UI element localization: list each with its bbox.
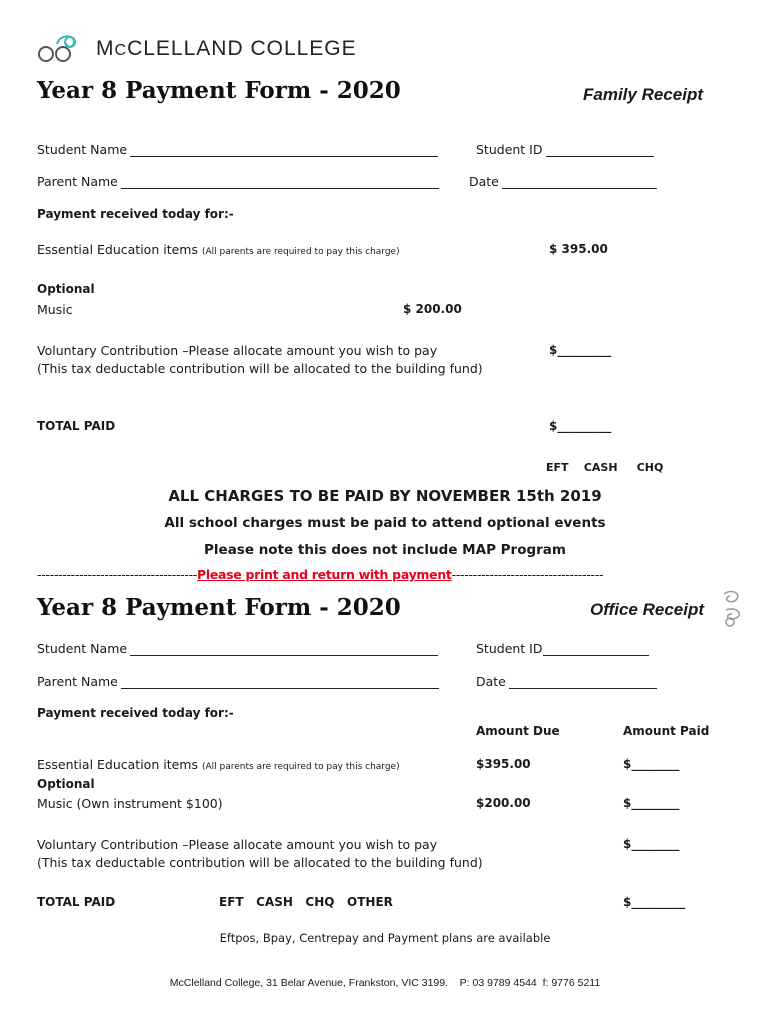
cut-line xyxy=(37,567,603,582)
family-receipt-label: Family Receipt xyxy=(583,85,703,104)
office-optional-heading: Optional xyxy=(37,777,95,791)
office-total-paid-label: TOTAL PAID xyxy=(37,895,116,909)
college-logo-icon xyxy=(36,30,90,64)
family-parent-name-field[interactable] xyxy=(37,174,439,189)
office-essential-paid-field[interactable]: $________ xyxy=(623,757,680,771)
office-payment-methods: EFT CASH CHQ OTHER xyxy=(219,895,393,909)
cut-line-left: -------------------------------------- xyxy=(37,567,197,582)
family-music-amount: $ 200.00 xyxy=(403,302,462,316)
cut-line-right: ------------------------------------ xyxy=(451,567,604,582)
family-student-id-field[interactable] xyxy=(476,142,654,157)
office-music-paid-field[interactable]: $________ xyxy=(623,796,680,810)
office-form-title: Year 8 Payment Form - 2020 xyxy=(37,594,401,621)
family-total-paid-label: TOTAL PAID xyxy=(37,419,116,433)
print-return-notice: Please print and return with payment xyxy=(197,567,452,582)
family-student-name-field[interactable] xyxy=(37,142,438,157)
parent-name-label: Parent Name xyxy=(37,174,118,189)
family-voluntary-amount-field[interactable]: $_________ xyxy=(549,343,612,357)
date-label: Date xyxy=(469,174,499,189)
office-receipt-label: Office Receipt xyxy=(590,600,705,619)
family-form-title: Year 8 Payment Form - 2020 xyxy=(37,77,401,104)
amount-paid-header: Amount Paid xyxy=(623,724,710,738)
office-student-id-field[interactable] xyxy=(476,641,649,656)
map-program-notice: Please note this does not include MAP Program xyxy=(204,542,566,558)
office-date-field[interactable] xyxy=(476,674,657,689)
family-total-paid-field[interactable]: $_________ xyxy=(549,419,612,433)
charges-deadline-notice: ALL CHARGES TO BE PAID BY NOVEMBER 15th 2019 xyxy=(168,487,602,505)
family-voluntary-note: (This tax deductable contribution will be allocated to the building fund) xyxy=(37,361,483,376)
college-name: MCCLELLAND COLLEGE xyxy=(96,37,357,60)
office-total-paid-field[interactable]: $_________ xyxy=(623,895,686,909)
family-essential-amount: $ 395.00 xyxy=(549,242,608,256)
student-name-label: Student Name xyxy=(37,641,128,656)
student-name-label: Student Name xyxy=(37,142,128,157)
payment-plans-note: Eftpos, Bpay, Centrepay and Payment plans are available xyxy=(219,931,551,945)
office-student-name-field[interactable] xyxy=(37,641,438,656)
essential-note: (All parents are required to pay this charge) xyxy=(201,762,400,772)
office-parent-name-field[interactable] xyxy=(37,674,439,689)
office-voluntary-note: (This tax deductable contribution will be allocated to the building fund) xyxy=(37,855,483,870)
office-essential-due: $395.00 xyxy=(476,757,531,771)
essential-label: Essential Education items xyxy=(37,757,198,772)
family-music-label: Music xyxy=(37,302,73,317)
essential-label: Essential Education items xyxy=(37,242,198,257)
parent-name-label: Parent Name xyxy=(37,674,118,689)
student-id-label: Student ID xyxy=(476,142,543,157)
office-payment-for-heading: Payment received today for:- xyxy=(37,706,234,720)
family-payment-methods: EFT CASH CHQ xyxy=(546,461,664,474)
family-optional-heading: Optional xyxy=(37,282,95,296)
family-payment-for-heading: Payment received today for:- xyxy=(37,207,234,221)
student-id-label: Student ID xyxy=(476,641,543,656)
essential-note: (All parents are required to pay this charge) xyxy=(201,247,400,257)
amount-due-header: Amount Due xyxy=(476,724,560,738)
family-date-field[interactable] xyxy=(469,174,657,189)
date-label: Date xyxy=(476,674,506,689)
family-voluntary-label: Voluntary Contribution –Please allocate amount you wish to pay xyxy=(37,343,438,358)
office-voluntary-paid-field[interactable]: $________ xyxy=(623,837,680,851)
office-music-due: $200.00 xyxy=(476,796,531,810)
office-voluntary-label: Voluntary Contribution –Please allocate amount you wish to pay xyxy=(37,837,438,852)
attend-optional-notice: All school charges must be paid to attend optional events xyxy=(164,515,606,531)
office-essential-row xyxy=(37,757,400,772)
college-address-footer: McClelland College, 31 Belar Avenue, Frankston, VIC 3199. P: 03 9789 4544 f: 9776 5211 xyxy=(169,977,601,989)
office-music-label: Music (Own instrument $100) xyxy=(37,796,223,811)
swirl-decoration-icon xyxy=(718,588,746,628)
family-essential-row xyxy=(37,242,400,257)
